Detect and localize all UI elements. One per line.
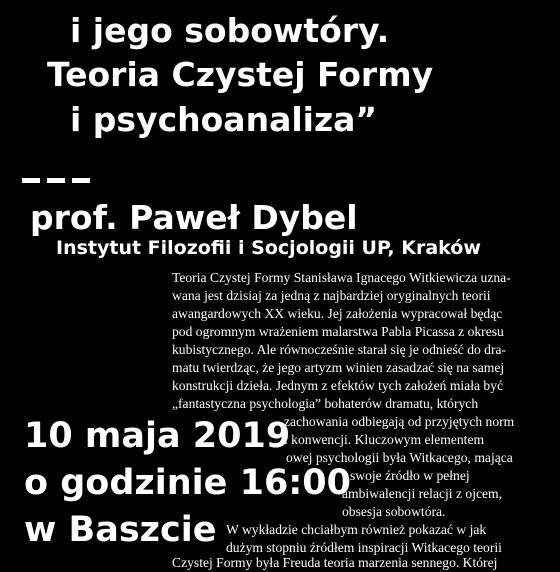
abstract-line: W wykładzie chciałbym również pokazać w jak — [226, 522, 487, 537]
title-line-1: i jego sobowtóry. — [70, 11, 390, 50]
event-place: w Baszcie — [24, 510, 217, 550]
abstract-line: matu twierdząc, że jego artyzm winien zasadzać się na samej — [172, 360, 505, 375]
section-divider — [22, 170, 100, 176]
abstract-line: Czystej Formy była Freuda teoria marzenia sennego. Której — [172, 555, 498, 570]
speaker-affiliation: Instytut Filozofii i Socjologii UP, Kraków — [56, 237, 481, 259]
abstract-line: „fantastyczna psychologia” bohaterów dramatu, których — [172, 396, 479, 411]
abstract-line: ambiwalencji relacji z ojcem, — [342, 486, 503, 501]
abstract-line: dużym stopniu źródłem inspiracji Witkacego teorii — [226, 540, 502, 555]
abstract-line: pod ogromnym wrażeniem malarstwa Pabla Picassa z okresu — [172, 324, 504, 339]
abstract-line: zachowania odbiegają od przyjętych norm — [284, 414, 515, 429]
event-time: o godzinie 16:00 — [24, 463, 351, 503]
abstract-line: konstrukcji dzieła. Jednym z efektów tych założeń miała być — [172, 378, 504, 393]
event-date: 10 maja 2019 — [24, 416, 291, 456]
abstract-line: kubistycznego. Ale równocześnie starał się je odnieść do dra- — [172, 342, 507, 357]
abstract-line: obsesja sobowtóra. — [342, 504, 446, 519]
abstract-line: owej psychologii była Witkacego, mająca — [286, 450, 513, 465]
abstract-line: swoje źródło w pełnej — [350, 468, 470, 483]
title-line-3: i psychoanaliza” — [70, 100, 378, 139]
abstract-line: wana jest dzisiaj za jedną z najbardziej oryginalnych teorii — [172, 288, 491, 303]
speaker-name: prof. Paweł Dybel — [30, 198, 358, 237]
abstract-line: i konwencji. Kluczowym elementem — [284, 432, 485, 447]
abstract-line: awangardowych XX wieku. Jej założenia wypracował będąc — [172, 306, 503, 321]
title-line-2: Teoria Czystej Formy — [47, 55, 434, 94]
abstract-line: Teoria Czystej Formy Stanisława Ignacego Witkiewicza uzna- — [172, 270, 511, 285]
